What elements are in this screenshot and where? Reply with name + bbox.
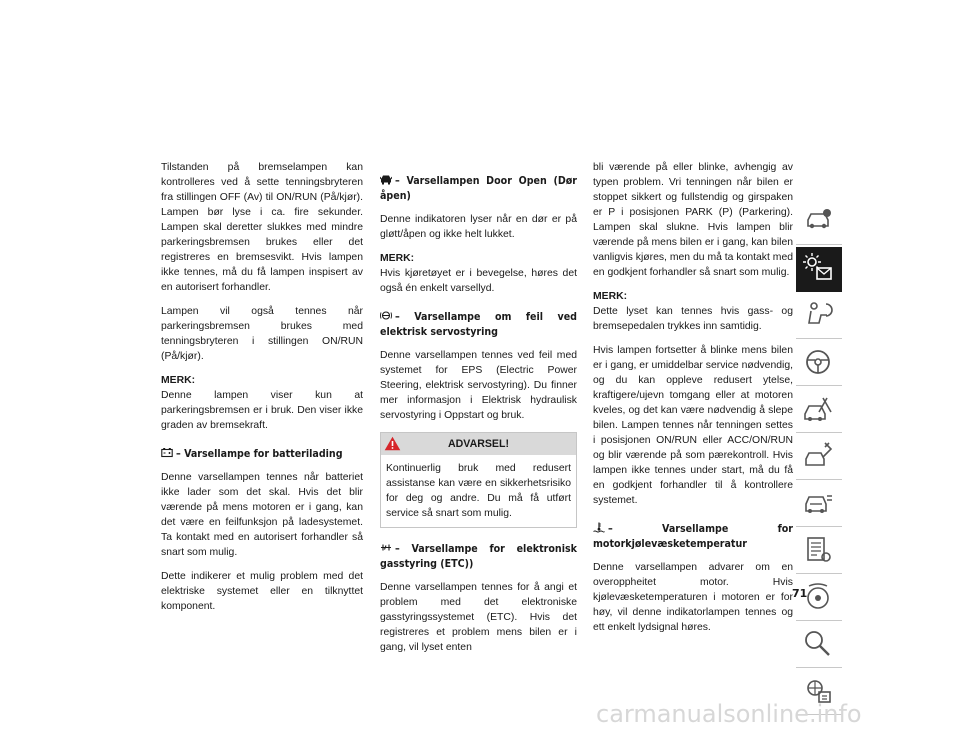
chapter-tab-strip: [796, 200, 842, 717]
car-info-icon: [801, 204, 835, 238]
warning-title: ADVARSEL!: [447, 438, 509, 450]
paragraph: Tilstanden på bremselampen kan kontrolleres ved å sette tenningsbryteren fra stillingen OFF (Av) til ON/RUN (På/kjør). Lampen bør lyse i ca. fire sekunder. Lampen skal deretter slukkes med mindre parkeringsbremsen brukes eller det registreres en bremsesvikt. Hvis lampen ikke tennes, må du få lampen inspisert av en autorisert forhandler.: [161, 162, 363, 293]
note-label: MERK:: [161, 375, 196, 386]
paragraph: Denne varsellampen advarer om en overoppheitet motor. Hvis kjølevæsketemperaturen i motoren er for høy, vil denne indikatorlampen tennes og ett enkelt lydsignal høres.: [593, 562, 793, 633]
section-heading-etc: [380, 542, 577, 572]
steering-fault-icon: [380, 310, 392, 321]
page-number: 71: [792, 587, 808, 600]
paragraph: Denne varsellampen tennes for å angi et problem med det elektroniske gasstyringssystemet (ETC). Hvis det registreres et problem mens bilen er i gang, vil lyset enten: [380, 582, 577, 653]
section-heading-battery: [161, 447, 363, 462]
note-label: MERK:: [593, 291, 628, 302]
watermark: carmanualsonline.info: [596, 700, 862, 728]
search-index-icon: [801, 627, 835, 661]
section-heading-steering: [380, 310, 577, 340]
warning-text: Kontinuerlig bruk med redusert assistanse kan være en sikkerhetsrisiko for deg og andre. Du må få utført service så snart som mulig.: [386, 463, 571, 519]
note: [380, 251, 577, 296]
text-column-3: [593, 160, 793, 644]
paragraph: Dette indikerer et mulig problem med det elektriske systemet eller en tilknyttet komponent.: [161, 571, 363, 612]
steering-wheel-icon: [801, 345, 835, 379]
text-column-1: [161, 160, 363, 623]
paragraph: Denne indikatoren lyser når en dør er på gløtt/åpen og ikke helt lukket.: [380, 214, 577, 240]
section-heading-door: [380, 174, 577, 204]
tab-list-index[interactable]: [796, 529, 842, 574]
warning-box: [380, 432, 577, 528]
tab-car-spec[interactable]: [796, 482, 842, 527]
emergency-car-icon: [801, 392, 835, 426]
battery-icon: [161, 447, 173, 458]
car-spec-icon: [801, 486, 835, 520]
text-column-2: [380, 160, 577, 664]
note-text: Hvis kjøretøyet er i bevegelse, høres det også én enkelt varsellyd.: [380, 268, 577, 294]
heading-text: – Varsellampe for motorkjølevæsketemperatur: [593, 523, 793, 550]
service-tools-icon: [801, 439, 835, 473]
note: [161, 373, 363, 433]
note-label: MERK:: [380, 253, 415, 264]
tab-service[interactable]: [796, 435, 842, 480]
tab-warning-lights[interactable]: [796, 247, 842, 292]
paragraph: Denne varsellampen tennes ved feil med systemet for EPS (Electric Power Steering, elektrisk servostyring). Du finner mer informasjon i Elektrisk hydraulisk servostyring i Oppstart og bruk.: [380, 350, 577, 421]
warning-header: [381, 433, 576, 455]
heading-text: – Varsellampen Door Open (Dør åpen): [380, 175, 577, 202]
note-text: Denne lampen viser kun at parkeringsbremsen er i bruk. Den viser ikke graden av bremsekraft.: [161, 390, 363, 431]
note-text: Dette lyset kan tennes hvis gass- og bremsepedalen trykkes inn samtidig.: [593, 306, 793, 332]
heading-text: – Varsellampe for batterilading: [176, 448, 343, 460]
throttle-icon: [380, 542, 392, 553]
paragraph: Hvis lampen fortsetter å blinke mens bilen er i gang, er umiddelbar service nødvendig, og du kan oppleve redusert ytelse, kraftigere/ujevn tomgang eller at motoren kveles, og det kan være nødvendig å slepe bilen. Lampen tennes når tenningen settes i posisjonen ON/RUN eller ACC/ON/RUN og blir værende på som pærekontroll. Hvis lampen ikke tennes under start, må du få en godkjent forhandler til å kontrollere systemet.: [593, 345, 793, 506]
warning-triangle-icon: [384, 436, 401, 451]
paragraph: Lampen vil også tennes når parkeringsbremsen brukes med tenningsbryteren i stillingen ON/RUN (På/kjør).: [161, 306, 363, 362]
coolant-temp-icon: [593, 522, 605, 533]
warning-lights-icon: [801, 251, 835, 285]
airbag-icon: [801, 298, 835, 332]
door-open-icon: [380, 174, 392, 185]
heading-text: – Varsellampe for elektronisk gasstyring (ETC)): [380, 543, 577, 570]
tab-search-index[interactable]: [796, 623, 842, 668]
paragraph: Denne varsellampen tennes når batteriet ikke lader som det skal. Hvis det blir værende på mens motoren er i gang, kan det være en feilfunksjon på ladesystemet. Ta kontakt med en autorisert forhandler så snart som mulig.: [161, 472, 363, 558]
tab-car-info[interactable]: [796, 200, 842, 245]
note: [593, 289, 793, 334]
tab-steering[interactable]: [796, 341, 842, 386]
list-index-icon: [801, 533, 835, 567]
section-heading-coolant: [593, 522, 793, 552]
heading-text: – Varsellampe om feil ved elektrisk servostyring: [380, 311, 577, 338]
paragraph: bli værende på eller blinke, avhengig av typen problem. Vri tenningen når bilen er stoppet sikkert og fullstendig og girspaken er P i posisjonen PARK (P) (Parkering). Lampen skal slukne. Hvis lampen blir værende på mens bilen er i gang, kan bilen vanligvis kjøres, men du må ta kontakt med en godkjent forhandler så snart som mulig.: [593, 162, 793, 278]
tab-emergency[interactable]: [796, 388, 842, 433]
tab-airbag[interactable]: [796, 294, 842, 339]
